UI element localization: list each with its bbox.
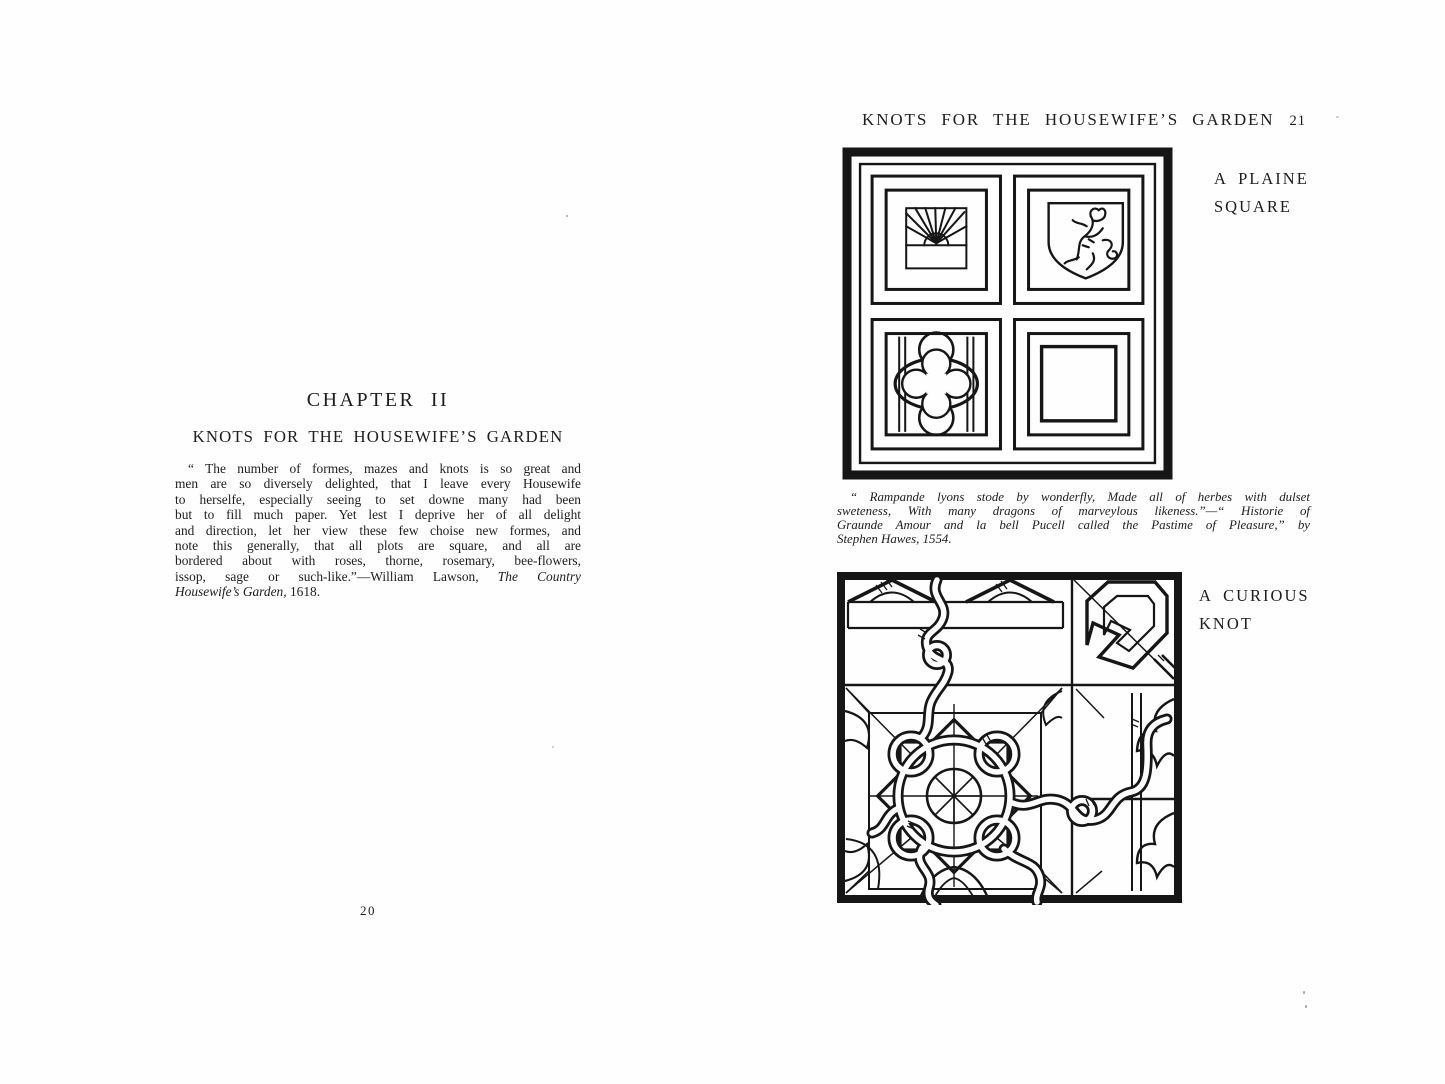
curious-knot-woodcut-svg (836, 571, 1183, 905)
scan-speck (1305, 1005, 1307, 1008)
plaine-square-figure (842, 147, 1173, 481)
running-header-title: KNOTS FOR THE HOUSEWIFE’S GARDEN (862, 110, 1275, 129)
quote-line: but to fill much paper. Yet lest I deprive her of all delight (175, 507, 581, 523)
label-line: A PLAINE (1214, 169, 1309, 188)
running-header (858, 110, 1310, 130)
plaine-square-label (1214, 165, 1309, 221)
label-line: SQUARE (1214, 197, 1293, 216)
caption-line: Stephen Hawes, 1554. (837, 532, 952, 546)
heart-panel-motif (1074, 580, 1180, 679)
plain-square-motif (1015, 320, 1143, 449)
scan-speck (1303, 991, 1305, 994)
caption-line: “ Rampande lyons stode by wonderfly, Made all of herbes with dulset (850, 490, 1310, 504)
figure-outer-border (847, 152, 1168, 475)
top-band-motif (848, 580, 1063, 628)
figure-caption (837, 490, 1310, 546)
quote-line: issop, sage or such-like.”—William Lawson, The Country (175, 568, 581, 584)
rampant-lion (1065, 209, 1117, 270)
chapter-heading: CHAPTER II (306, 389, 450, 411)
label-line: KNOT (1199, 614, 1253, 633)
quote-line: to herselfe, especially seeing to set downe many had been (175, 491, 581, 507)
curious-knot-figure (836, 571, 1183, 905)
quote-line: and direction, let her view these few choise new formes, and (175, 522, 581, 538)
quote-line: bordered about with roses, thorne, rosemary, bee-flowers, (175, 553, 581, 569)
quote-line: men are so diversely delighted, that I leave every Housewife (175, 476, 581, 492)
scan-speck (552, 746, 554, 748)
running-header-page-number: 21 (1289, 113, 1306, 129)
chapter-title: KNOTS FOR THE HOUSEWIFE’S GARDEN (192, 427, 564, 446)
plaine-square-woodcut-svg (842, 147, 1173, 481)
curious-knot-label (1199, 582, 1310, 638)
caption-line: sweteness, With many dragons of marveylous likeness.”—“ Historie of (837, 504, 1310, 518)
quote-line: “ The number of formes, mazes and knots is so great and (188, 461, 581, 476)
scan-speck (1336, 116, 1339, 118)
knot-motif (872, 320, 1000, 449)
caption-line: Graunde Amour and la bell Pucell called the Pastime of Pleasure,” by (837, 518, 1310, 532)
quote-line: note this generally, that all plots are square, and all are (175, 538, 581, 554)
lion-shield-motif (1015, 176, 1143, 303)
chapter-quote (175, 461, 581, 600)
page-number-left: 20 (360, 903, 376, 918)
label-line: A CURIOUS (1199, 586, 1310, 605)
quote-line: Housewife’s Garden, 1618. (175, 584, 321, 600)
scan-speck (566, 215, 568, 217)
sun-motif (872, 176, 1000, 303)
